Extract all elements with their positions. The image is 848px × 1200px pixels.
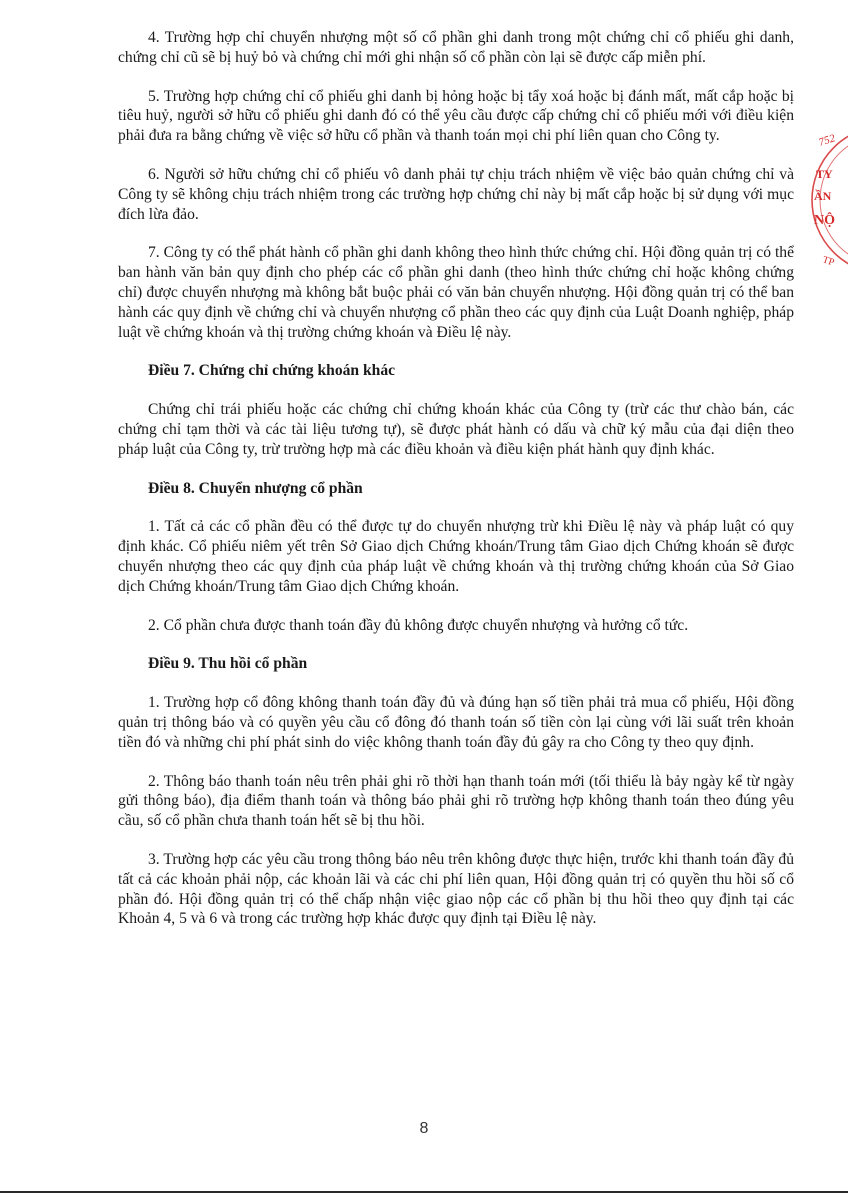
paragraph-article-7-body: Chứng chỉ trái phiếu hoặc các chứng chỉ chứng khoán khác của Công ty (trừ các thư chào bán, các chứng chỉ tạm thời và các tài liệu tương tự), sẽ được phát hành có dấu và chữ ký mẫu của đại diện theo pháp luật của Công ty, trừ trường hợp mà các điều khoản và điều kiện phát hành quy định khác. bbox=[118, 401, 794, 458]
heading-article-9: Điều 9. Thu hồi cổ phần bbox=[148, 655, 308, 673]
paragraph-article-8-clause-2: 2. Cổ phần chưa được thanh toán đầy đủ không được chuyển nhượng và hưởng cổ tức. bbox=[148, 616, 689, 634]
paragraph-article-9-clause-1: 1. Trường hợp cổ đông không thanh toán đầy đủ và đúng hạn số tiền phải trả mua cổ phiếu, Hội đồng quản trị thông báo và có quyền yêu cầu cổ đông đó thanh toán số tiền còn lại cùng với lãi suất trên khoản tiền đó và những chi phí phát sinh do việc không thanh toán đầy đủ gây ra cho Công ty theo quy định. bbox=[118, 694, 794, 751]
paragraph-clause-4: 4. Trường hợp chỉ chuyển nhượng một số cổ phần ghi danh trong một chứng chỉ cổ phiếu ghi danh, chứng chỉ cũ sẽ bị huỷ bỏ và chứng chỉ mới ghi nhận số cổ phần còn lại sẽ được cấp miễn phí. bbox=[118, 29, 794, 66]
paragraph-article-8-clause-1: 1. Tất cả các cổ phần đều có thể được tự do chuyển nhượng trừ khi Điều lệ này và pháp luật có quy định khác. Cổ phiếu niêm yết trên Sở Giao dịch Chứng khoán/Trung tâm Giao dịch Chứng khoán sẽ được chuyển nhượng theo các quy định của pháp luật về chứng khoán và thị trường chứng khoán của Sở Giao dịch Chứng khoán/Trung tâm Giao dịch Chứng khoán. bbox=[118, 518, 794, 595]
heading-article-8: Điều 8. Chuyển nhượng cổ phần bbox=[148, 479, 363, 497]
paragraph-clause-6: 6. Người sở hữu chứng chỉ cổ phiếu vô danh phải tự chịu trách nhiệm về việc bảo quản chứng chỉ và Công ty sẽ không chịu trách nhiệm trong các trường hợp chứng chỉ này bị mất cắp hoặc bị sử dụng với mục đích lừa đảo. bbox=[118, 165, 794, 223]
heading-article-7: Điều 7. Chứng chỉ chứng khoán khác bbox=[148, 362, 396, 380]
document-body bbox=[118, 28, 794, 948]
seal-icon bbox=[808, 120, 848, 280]
company-seal-stamp bbox=[808, 120, 848, 280]
page-number: 8 bbox=[419, 1120, 429, 1137]
paragraph-clause-7: 7. Công ty có thể phát hành cổ phần ghi danh không theo hình thức chứng chỉ. Hội đồng quản trị có thể ban hành văn bản quy định cho phép các cổ phần ghi danh (theo hình thức chứng chỉ hoặc không chứng chỉ) được chuyển nhượng mà không bắt buộc phải có văn bản chuyển nhượng. Hội đồng quản trị có thể ban hành các quy định về chứng chỉ và chuyển nhượng cổ phần theo các quy định của Luật Doanh nghiệp, pháp luật về chứng khoán và thị trường chứng khoán và Điều lệ này. bbox=[118, 244, 794, 341]
svg-text:752: 752 bbox=[817, 132, 837, 149]
svg-text:NỘ: NỘ bbox=[814, 213, 835, 228]
paragraph-article-9-clause-3: 3. Trường hợp các yêu cầu trong thông báo nêu trên không được thực hiện, trước khi thanh toán đầy đủ tất cả các khoản phải nộp, các khoản lãi và các chi phí liên quan, Hội đồng quản trị có quyền thu hồi số cổ phần đó. Hội đồng quản trị có thể chấp nhận việc giao nộp các cổ phần bị thu hồi theo quy định tại các Khoản 4, 5 và 6 và trong các trường hợp khác được quy định tại Điều lệ này. bbox=[118, 850, 794, 928]
page-bottom-rule bbox=[0, 1191, 848, 1193]
paragraph-article-9-clause-2: 2. Thông báo thanh toán nêu trên phải ghi rõ thời hạn thanh toán mới (tối thiểu là bảy ngày kể từ ngày gửi thông báo), địa điểm thanh toán và thông báo phải ghi rõ trường hợp không thanh toán theo đúng yêu cầu, số cổ phần chưa thanh toán hết sẽ bị thu hồi. bbox=[118, 772, 794, 830]
svg-text:TY: TY bbox=[816, 167, 833, 181]
svg-text:ẦN: ẦN bbox=[814, 189, 832, 203]
paragraph-clause-5: 5. Trường hợp chứng chỉ cổ phiếu ghi danh bị hỏng hoặc bị tẩy xoá hoặc bị đánh mất, mất cắp hoặc bị tiêu huỷ, người sở hữu cổ phiếu ghi danh đó có thể yêu cầu được cấp chứng chỉ cổ phiếu mới với điều kiện phải đưa ra bằng chứng về việc sở hữu cổ phần và thanh toán mọi chi phí liên quan cho Công ty. bbox=[118, 87, 794, 145]
svg-text:TP: TP bbox=[821, 254, 836, 269]
